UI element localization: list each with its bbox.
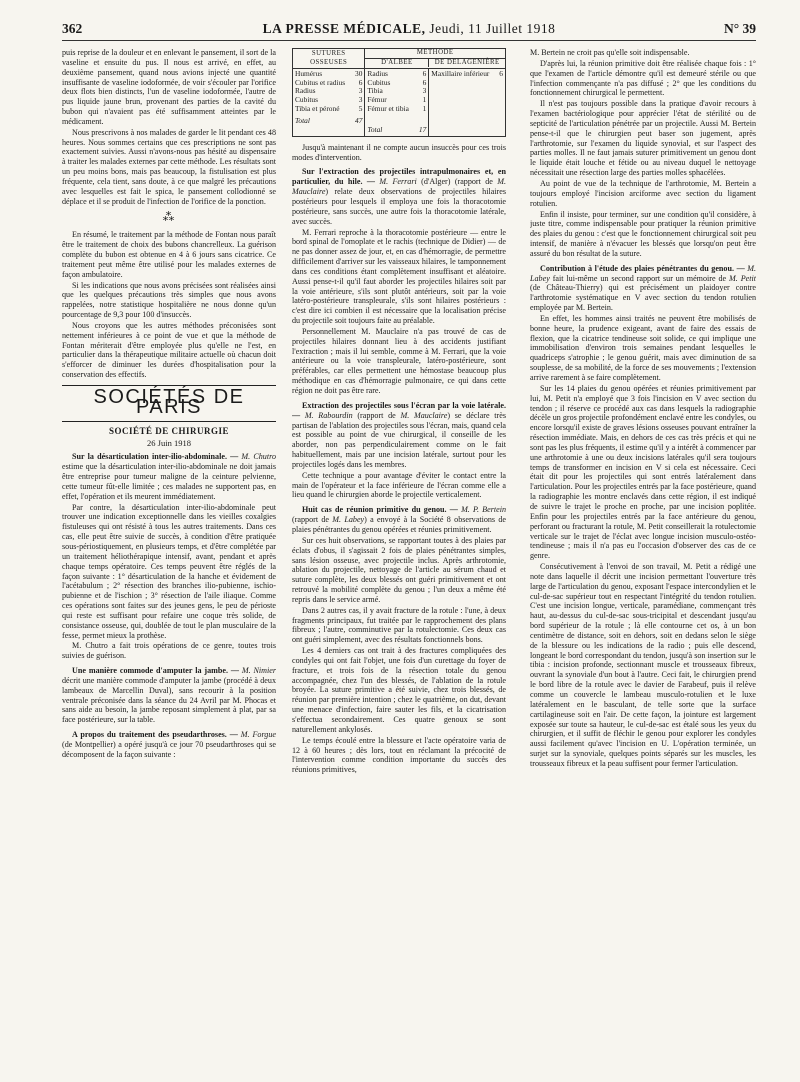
journal-name: LA PRESSE MÉDICALE, bbox=[262, 21, 426, 36]
paragraph: Jusqu'à maintenant il ne compte aucun insuccès pour ces trois modes d'intervention. bbox=[292, 142, 506, 162]
text: fait lui-même un second rapport sur un mémoire de bbox=[552, 273, 727, 283]
author: M. Mauclaire bbox=[400, 410, 448, 420]
paragraph: Sur les 14 plaies du genou opérées et réunies primitivement par lui, M. Petit n'a employé que 3 fois l'incision en V avec section du tendon ; il réserve ce procédé aux cas dans lesquels la radiographie décèle un gros projectile profondément enclavé entre les condyles, ou encore lorsqu'il existe de graves lésions osseuses pouvant entraîner la résection immédiate. Mais, en dehors de ces cas très précis et qui ne sont pas les plus fréquents, il estime qu'il y a intérêt à commencer par une arthrotomie à une ou deux incisions latérales qu'il sera toujours temps de transformer en incision en V si cela est nécessaire. Ceci était dit pour les projectiles qui sont entrés latéralement dans l'articulation. Pour les projectiles entrés par la face postérieure, quand la radiographie les montre enclavés dans cette région, il est indiqué de suivre le trajet le proche en proche, par une incision poplitée. Enfin pour les projectiles entrés par la face antérieure du genou, perforant ou fracturant la rotule, M. Petit conseillerait la rotulectomie verticale sur le trajet de l'éclat avec longue incision musculo-ostéo-tendineuse ; mais il n'a pas eu l'occasion d'observer des cas de ce genre. bbox=[530, 383, 756, 561]
author: M. Ferrari bbox=[379, 177, 417, 187]
table-total bbox=[295, 117, 362, 126]
cell-value: 3 bbox=[358, 94, 363, 104]
cell-value: 1 bbox=[422, 94, 427, 104]
subhead: Huit cas de réunion primitive du genou. — bbox=[302, 505, 458, 515]
paragraph: M. Chutro a fait trois opérations de ce genre, toutes trois suivies de guérison. bbox=[62, 641, 276, 661]
paragraph: Sur ces huit observations, se rapportant toutes à des plaies par éclats d'obus, il s'agissait 2 fois de plaies pénétrantes simples, sans lésion osseuse, avec projectile inclus. Après arthrotomie, ablation du projectile, nettoyage de l'article au sérum chaud et suture complète, les deux blessés ont guéri primitivement et ont retrouvé la mobilité complète du genou ; l'un deux a même été repris dans le service armé. bbox=[292, 535, 506, 604]
paragraph bbox=[292, 167, 506, 226]
author: M. Chutro bbox=[241, 452, 276, 462]
table-total bbox=[367, 126, 426, 135]
cell-value: 6 bbox=[358, 77, 363, 87]
page-number: 362 bbox=[62, 21, 83, 36]
text: (de Montpellier) a opéré jusqu'à ce jour 70 pseudarthroses qui se décomposent de la façon suivante : bbox=[62, 740, 276, 759]
paragraph: Par contre, la désarticulation inter-ilio-abdominale peut trouver une indication exceptionnelle dans les vieilles coxalgies fistuleuses qui ont résisté à tous les autres traitements. Dans ces cas, elle peut être suivie de succès, à condition d'être pratiquée sous-périostiquement, en plusieurs temps, et d'être complétée par un traitement héliothérapique intensif, avant, pendant et après chaque temps opératoire. Ces temps peuvent être réglés de la façon suivante : 1° désarticulation de la hanche et évidement de l'acétabulum ; 2° résection des branches ilio-pubienne, ischio-pubienne et de l'ischion ; 3° résection de l'aile iliaque. Comme ces opérations sont faites sur des jeunes gens, le peu de périoste qui reste est suffisant pour refaire une coque très solide, de consistance osseuse, qui, doublée de tout le plan musculaire de la fesse, permet mieux la prothèse. bbox=[62, 502, 276, 640]
issue-number: N° 39 bbox=[723, 21, 756, 36]
cell-label: Fémur bbox=[367, 94, 387, 104]
paragraph: Si les indications que nous avons précisées sont réalisées ainsi que les quelques précautions très simples que nous avons rappelées, notre statistique hospitalière ne nous donne qu'un pourcentage de 9,3 pour 100 d'insuccès. bbox=[62, 280, 276, 320]
divider bbox=[62, 421, 276, 422]
author: M. Forgue bbox=[240, 730, 276, 740]
paragraph: M. Bertein ne croit pas qu'elle soit indispensable. bbox=[530, 48, 690, 57]
paragraph: Il n'est pas toujours possible dans la pratique d'avoir recours à l'examen bactériologique pour apprécier l'état de stérilité ou de septicité de l'articulation pénétrée par un projectile. Aussi M. Bertein pense-t-il que le chirurgien peut baser son jugement, après l'arthrotomie, sur l'examen du liquide synovial, et sur l'aspect des parties molles. Il ne faut jamais suturer primitivement un genou dont le liquide était louche et fétide ou au niveau duquel le nettoyage nécessitait une résection large des parties molles sphacélées. bbox=[530, 99, 756, 178]
column-left bbox=[62, 48, 276, 1076]
subhead: Sur l'extraction des projectiles intrapulmonaires et, en particulier, du hile. — bbox=[292, 167, 506, 187]
paragraph bbox=[62, 666, 276, 725]
table-row bbox=[367, 105, 426, 114]
subhead: A propos du traitement des pseudarthroses. — bbox=[72, 730, 238, 740]
header-label: D'ALBEE bbox=[365, 59, 429, 68]
header-label: OSSEUSES bbox=[310, 58, 348, 66]
table-cell bbox=[429, 69, 506, 137]
paragraph bbox=[62, 452, 276, 501]
cell-value: 3 bbox=[422, 86, 427, 96]
paragraph: En résumé, le traitement par la méthode de Fontan nous paraît être le traitement de choix des bubons chancrelleux. La guérison complète du bubon est obtenue en 4 à 6 jours sans cicatrice. Ce traitement peut même être utilisé pour les malades externes de façon ambulatoire. bbox=[62, 230, 276, 279]
table-row bbox=[295, 105, 362, 114]
paragraph: En effet, les hommes ainsi traités ne peuvent être mobilisés de bonne heure, la prudence exigeant, avant de faire des essais de flexion, que la cicatrice tendineuse soit solide, ce qui implique une immobilisation d'environ trois semaines pendant lesquelles le quadriceps s'atrophie ; le genou guérit, mais avec diminution de sa souplesse, de sa mobilité, de la force de ses mouvements ; l'extension arrive rarement à se faire complètement. bbox=[530, 313, 756, 382]
paragraph: Personnellement M. Mauclaire n'a pas trouvé de cas de projectiles hilaires donnant lieu à des accidents justifiant l'extraction ; mais il lui semble, comme à M. Ferrari, que la voie antérieure ou la voie transpleurale, latéro-postérieure, sont préférables, car elles permettent une hémostase beaucoup plus méthodique en cas d'hémorragie pulmonaire, ce qui dans cette région ne doit pas être rare. bbox=[292, 326, 506, 395]
cell-label: Radius bbox=[367, 69, 388, 79]
author: M. Nimier bbox=[241, 666, 276, 676]
paragraph bbox=[292, 505, 506, 535]
header-label: SUTURES bbox=[311, 50, 346, 57]
subhead: Contribution à l'étude des plaies pénétrantes du genou. — bbox=[540, 263, 745, 273]
paragraph: Enfin il insiste, pour terminer, sur une condition qu'il considère, à juste titre, comme indispensable pour pratiquer la réunion primitive des plaies du genou : c'est que le fonctionnement chirurgical soit peu intensif, de manière à n'évacuer les blessés que lorsqu'on peut être assuré du bon résultat de la suture. bbox=[530, 209, 756, 258]
author: M. Mauclaire bbox=[292, 177, 506, 197]
text: (rapport de bbox=[357, 410, 396, 420]
asterism-separator: ⁂ bbox=[162, 209, 176, 224]
cell-label: Radius bbox=[295, 86, 316, 96]
author: M. P. Bertein bbox=[461, 505, 506, 515]
running-header bbox=[62, 20, 756, 41]
paragraph: M. Ferrari reproche à la thoracotomie postérieure — entre le bord spinal de l'omoplate et le rachis (technique de Didier) — de ne pas donner assez de jour, et, en cas d'hémorragie, de permettre difficilement d'arriver sur les vaisseaux hilaires, le tamponnement dans ces conditions étant complètement insuffisant et aléatoire. Aussi pense-t-il qu'il faut aborder les projectiles hilaires soit par la voie antérieure, s'ils sont plutôt antérieurs, soit par la voie latéro-postérieure transpleurale, s'ils sont hilaires postérieurs : c'est dire ici combien il est nécessaire que la localisation précise du projectile soit toujours faite au préalable. bbox=[292, 227, 506, 326]
subhead: Extraction des projectiles sous l'écran par la voie latérale. — bbox=[292, 400, 506, 420]
total-label: Total bbox=[367, 125, 383, 135]
cell-label: Maxillaire inférieur bbox=[431, 69, 490, 79]
paragraph: Dans 2 autres cas, il y avait fracture de la rotule : l'une, à deux fragments principaux, fut traitée par le rapprochement des plans fibreux ; l'autre, comminutive par la rotulectomie. Ces deux cas ont guéri simplement, avec des résultats fonctionnels bons. bbox=[292, 605, 506, 645]
cell-label: Humérus bbox=[295, 69, 323, 79]
paragraph: puis reprise de la douleur et en enlevant le pansement, il sort de la vaseline et ensuite du pus. Il nous est arrivé, en effet, au deuxième pansement, quand nous avions injecté une quantité insuffisante de vaseline iodoformée, de voir s'écouler par l'orifice deux flots bien distincts, l'un de vaseline iodoformée, l'autre de pus liquide jaune brun, provenant des parties de la cavité du bubon qui n'avaient pas été suffisamment atteintes par le médicament. bbox=[62, 48, 276, 126]
cell-label: Tibia et péroné bbox=[295, 103, 340, 113]
journal-title bbox=[62, 21, 756, 37]
text: ) a envoyé à la Société 8 observations de plaies pénétrantes du genou opérées et réunies primitivement. bbox=[292, 515, 506, 534]
text: décrit une manière commode d'amputer la jambe (procédé à deux lambeaux de Marcellin Duval), sans recourir à la position ventrale préconisée dans la séance du 24 Avril par M. Phocas et sans aide au besoin, la jambe reposant simplement à plat, par sa face postérieure, sur la table. bbox=[62, 675, 276, 725]
section-title: SOCIÉTÉS DE PARIS bbox=[93, 386, 245, 418]
author: M. Labey bbox=[332, 515, 365, 525]
cell-label: Cubitus et radius bbox=[295, 77, 346, 87]
paragraph: Nous prescrivons à nos malades de garder le lit pendant ces 48 heures. Nous sommes certains que ces prescriptions ne sont pas exactement suivies. Aussi n'avons-nous pas hésité au dispensaire à traiter les malades externes par cette méthode. Les résultats sont un peu moins bons, mais pas beaucoup, la fistulisation est plus fréquente, cela tient, sans doute, à ce que malgré les précautions avec lesquelles est fait le spica, le pansement collodionné se déplace et il se produit de l'infection de l'orifice de la ponction. bbox=[62, 127, 276, 206]
text: estime que la désarticulation inter-ilio-abdominale ne doit jamais être entreprise pour tumeur maligne de la ceinture pelvienne, cette tumeur fût-elle limitée ; ces malades ne supportent pas, en effet, l'opération et ils meurent immédiatement. bbox=[62, 462, 276, 501]
cell-label: Cubitus bbox=[367, 77, 391, 87]
paragraph: Consécutivement à l'envoi de son travail, M. Petit a rédigé une note dans laquelle il décrit une incision permettant l'ouverture très large de l'articulation du genou, exposant l'espace intercondylien et le cul-de-sac supérieur tout en respectant l'intégrité du tendon rotulien. C'est une incision longue, verticale, paramédiane, commençant très haut, au-dessus du cul-de-sac sous-tricipital et descendant jusqu'au bord supérieur de la rotule ; là elle contourne cet os, à un bon centimètre de distance, soit en dehors, soit en dedans selon le siège de la blessure ou les indications de la radio ; puis elle descend, longeant le bord correspondant du tendon, jusqu'à son insertion sur le tibia : incision profonde, sectionnant muscle et trousseaux fibreux, ouvrant la synoviale d'un bout à l'autre. Ceci fait, le chirurgien prend le bord libre de la rotule avec le davier de Farabeuf, puis il relève comme un couvercle le lambeau musculo-rotulien et le luxe latéralement en le basculant, de telle sorte que la surface cartilagineuse soit en l'air. De cette façon, la jointure est largement exposée sur toute sa hauteur, le cul-de-sac est étalé sous les yeux du chirurgien, et il suffit de fléchir le genou pour explorer les condyles aussi facilement qu'avec l'incision en U. L'opération terminée, un surjet sur la synoviale, quelques points séparés sur les muscles, les trousseaux fibreux et la peau suffisent pour fermer l'articulation. bbox=[530, 562, 756, 768]
header-split bbox=[365, 59, 505, 68]
paragraph bbox=[530, 264, 756, 313]
paragraph: Les 4 derniers cas ont trait à des fractures compliquées des condyles qui ont fait l'objet, une fois d'un curettage du foyer de fracture, et trois fois de la résection totale du genou accompagnée, chez l'un des blessés, de l'ablation de la rotule broyée. La suture primitive a été suivie, chez trois blessés, de réunion par première intention ; chez le quatrième, on dut, devant une menace d'infection, faire sauter les fils, et la cicatrisation s'effectua secondairement. Ces quatre genoux se sont naturellement ankylosés. bbox=[292, 646, 506, 734]
author: M. Petit bbox=[729, 273, 756, 283]
cell-value: 6 bbox=[422, 77, 427, 87]
subhead: Une manière commode d'amputer la jambe. — bbox=[72, 666, 239, 676]
society-heading: SOCIÉTÉ DE CHIRURGIE bbox=[108, 425, 230, 436]
cell-value: 1 bbox=[422, 103, 427, 113]
cell-label: Fémur et tibia bbox=[367, 103, 409, 113]
cell-label: Tibia bbox=[367, 86, 383, 96]
table-header bbox=[365, 49, 506, 69]
text: (d'Alger) (rapport de bbox=[421, 177, 493, 187]
table-cell bbox=[365, 69, 429, 137]
cell-label: Cubitus bbox=[295, 94, 318, 104]
text: (de Château-Thierry) qui est précisément un plaidoyer contre l'arthrotomie systématique en V avec section du tendon rotulien employée par M. Bertein. bbox=[530, 283, 756, 313]
total-label: Total bbox=[295, 116, 310, 126]
cell-value: 6 bbox=[499, 69, 503, 79]
column-right bbox=[530, 48, 756, 1076]
paragraph: Cette technique a pour avantage d'éviter le contact entre la main de l'opérateur et la face inférieure de l'écran comme elle a lieu quand le chirurgien aborde le projectile verticalement. bbox=[292, 470, 506, 500]
paragraph: Le temps écoulé entre la blessure et l'acte opératoire varia de 12 à 60 heures ; dès lors, tout en réclamant la précocité de l'intervention comme condition importante du succès des réunions primitives, bbox=[292, 735, 506, 775]
session-date: 26 Juin 1918 bbox=[147, 437, 191, 448]
paragraph: Nous croyons que les autres méthodes préconisées sont nettement inférieures à ce point de vue et que la méthode de Fontan mériterait d'être employée plus qu'elle ne l'est, en particulier dans la thérapeutique militaire actuelle où chacun doit s'efforcer de diminuer les durées d'hospitalisation pour la conservation des effectifs. bbox=[62, 320, 276, 380]
issue-date: Jeudi, 11 Juillet 1918 bbox=[429, 21, 556, 36]
total-value: 17 bbox=[418, 125, 427, 135]
total-value: 47 bbox=[355, 116, 363, 126]
table-row bbox=[431, 70, 503, 79]
header-label: DE DELAGENIÈRE bbox=[434, 58, 500, 66]
paragraph: D'après lui, la réunion primitive doit être réalisée chaque fois : 1° que l'examen de l'article démontre qu'il est demeuré stérile ou que l'infection commençante n'a pas diffusé ; 2° que les conditions du fonctionnement chirurgical le permettent. bbox=[530, 58, 756, 98]
cell-value: 6 bbox=[422, 69, 427, 79]
paragraph bbox=[62, 730, 276, 760]
text: ) relate deux observations de projectiles hilaires postérieurs pour lesquels il employa une fois la thoracotomie postérieure, sans succès, une autre fois la thoracotomie latérale, avec succès. bbox=[292, 187, 506, 226]
author: M. Rabourdin bbox=[304, 410, 353, 420]
pseudarthrosis-table bbox=[292, 48, 506, 137]
paragraph: Au point de vue de la technique de l'arthrotomie, M. Bertein a toujours employé l'incision arciforme avec section du ligament rotulien. bbox=[530, 178, 756, 208]
table-header bbox=[293, 49, 365, 69]
paragraph bbox=[292, 401, 506, 470]
text: (rapport de bbox=[292, 515, 329, 525]
table-cell bbox=[293, 69, 365, 137]
cell-value: 30 bbox=[355, 69, 363, 79]
column-middle bbox=[292, 48, 506, 1076]
text: ) se déclare très partisan de l'ablation des projectiles sous l'écran, mais, quand cela est possible au point de vue chirurgical, il conseille de les aborder, non pas perpendiculairement comme on le fait habituellement, mais par une incision latérale, surtout pour les projectiles logés dans les membres. bbox=[292, 410, 506, 469]
author: M. Labey bbox=[530, 263, 756, 283]
header-label: MÉTHODE bbox=[365, 49, 505, 59]
subhead: Sur la désarticulation inter-ilio-abdominale. — bbox=[72, 452, 239, 462]
cell-value: 5 bbox=[358, 103, 363, 113]
cell-value: 3 bbox=[358, 86, 363, 96]
